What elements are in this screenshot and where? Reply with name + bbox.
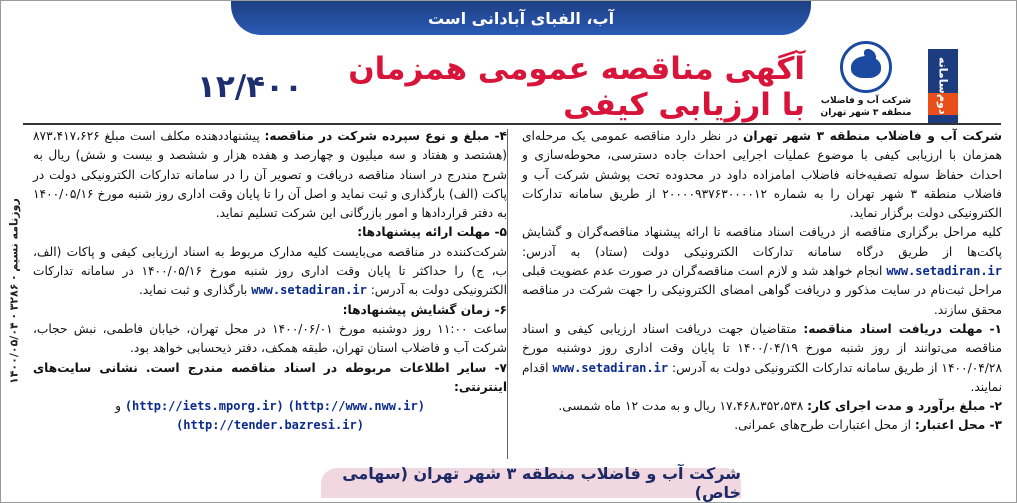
side-tab — [928, 49, 958, 123]
left-column — [33, 127, 507, 436]
section-2 — [522, 397, 1002, 416]
header-divider — [23, 123, 1001, 125]
section-5-text: شرکت‌کننده در مناقصه می‌بایست کلیه مدارک مربوط به اسناد ارزیابی کیفی و پاکات (الف، ب، ج) را حداکثر تا پایان وقت اداری روز شنبه مورخ ۱۴۰۰/۰۵/۱۶ در سامانه تدارکات الکترونیکی دولت به آدرس: — [33, 244, 508, 298]
links-line — [33, 397, 507, 436]
setad-link[interactable]: www.setadiran.ir — [552, 360, 669, 375]
right-column — [522, 127, 1002, 436]
headline — [197, 51, 805, 123]
process-text-2: انجام خواهد شد و لازم است مناقصه‌گران در صورت عدم عضویت قبلی مراحل ثبت‌نام در سایت مذکور و دریافت گواهی امضای الکترونیکی را جهت شرکت در مناقصه محقق سازند. — [522, 264, 1002, 317]
slogan-text: آب، الفبای آبادانی است — [427, 8, 615, 28]
section-3-title: ۳- محل اعتبار: — [914, 418, 1002, 433]
water-drop-icon — [840, 41, 892, 93]
link-iets[interactable]: (http://iets.mporg.ir) — [124, 399, 284, 414]
section-6-text: ساعت ۱۱:۰۰ روز دوشنبه مورخ ۱۴۰۰/۰۶/۰۱ در محل تهران، خیابان فاطمی، نبش حجاب، شرکت آب و فاضلاب استان تهران، طبقه همکف، دفتر ذیحسابی خواهد بود. — [33, 321, 507, 356]
intro-text: در نظر دارد مناقصه عمومی یک مرحله‌ای همزمان با ارزیابی کیفی با موضوع عملیات اجرایی احداث جاده دسترسی، محوطه‌سازی و احداث حفاظ سوله تصفیه‌خانه فاضلاب امامزاده داود در محدوده تحت پوشش شرکت آب و فاضلاب منطقه ۳ شهر تهران را به شماره ۲۰۰۰۰۹۳۷۶۳۰۰۰۰۱۲ از طریق سامانه تدارکات الکترونیکی دولت برگزار نماید. — [522, 129, 1002, 221]
section-6-title: ۶- زمان گشایش پیشنهادها: — [342, 302, 507, 317]
process-text: کلیه مراحل برگزاری مناقصه از دریافت اسناد مناقصه تا ارائه پیشنهاد مناقصه‌گران و گشایش پاکت‌ها از طریق درگاه سامانه تدارکات الکترونیکی دولت (ستاد) به آدرس: — [522, 225, 1002, 259]
headline-title: آگهی مناقصه عمومی همزمان با ارزیابی کیفی — [348, 51, 805, 123]
section-7-title: ۷- سایر اطلاعات مربوطه در اسناد مناقصه مندرج است. نشانی سایت‌های اینترنتی: — [33, 360, 507, 394]
section-2-text: ۱۷،۴۶۸،۳۵۲،۵۳۸ ریال و به مدت ۱۲ ماه شمسی. — [558, 399, 808, 414]
headline-number: ۱۲/۴۰۰ — [197, 69, 303, 105]
setad-link[interactable]: www.setadiran.ir — [886, 264, 1002, 279]
section-5 — [33, 243, 507, 301]
company-name: شرکت آب و فاضلاب منطقه ۳ شهر تهران — [742, 129, 1002, 143]
process-paragraph — [522, 223, 1002, 319]
company-logo — [814, 41, 918, 123]
section-5-text-2: بارگذاری و ثبت نماید. — [138, 283, 252, 298]
footer-text: شرکت آب و فاضلاب منطقه ۳ شهر تهران (سهامی خاص) — [342, 464, 741, 502]
logo-caption: شرکت آب و فاضلاب منطقه ۳ شهر تهران — [820, 96, 912, 118]
newspaper-strip: روزنامه نسیم · ۳۲۸۶ · ۱۴۰۰/۰۵/۰۴ — [7, 198, 21, 384]
section-4-title: ۴- مبلغ و نوع سپرده شرکت در مناقصه: — [264, 129, 507, 143]
section-2-title: ۲- مبلغ برآورد و مدت اجرای کار: — [807, 399, 1002, 414]
section-5-title: ۵- مهلت ارائه پیشنهادها: — [357, 225, 507, 240]
section-1-title: ۱- مهلت دریافت اسناد مناقصه: — [803, 321, 1002, 336]
section-4 — [33, 127, 507, 223]
setad-link[interactable]: www.setadiran.ir — [251, 283, 367, 298]
intro-paragraph — [522, 127, 1002, 223]
links-conjunction: و — [115, 399, 121, 414]
section-1 — [522, 320, 1002, 397]
section-3 — [522, 416, 1002, 435]
side-tab-label: سامانه — [936, 56, 950, 94]
section-1-text-2: اقدام نمایند. — [522, 360, 1002, 394]
section-4-text: پیشنهاددهنده مکلف است مبلغ ۸۷۳،۴۱۷،۶۲۶ (هشتصد و هفتاد و سه میلیون و چهارصد و هفده هزار و ششصد و بیست و شش) ریال به شرح مندرج در اسناد مناقصه دریافت و تصویر آن را در سامانه تدارکات الکترونیکی دولت در پاکت (الف) بارگذاری و ثبت نماید و اصل آن را تا پایان وقت اداری روز شنبه مورخ ۱۴۰۰/۰۵/۱۶ به دفتر قراردادها و امور بازرگانی این شرکت تسلیم نماید. — [33, 129, 507, 221]
side-tab-seq: دوم — [928, 93, 958, 115]
link-nww[interactable]: (http://www.nww.ir) — [287, 399, 425, 414]
column-divider — [507, 129, 508, 459]
link-bazresi[interactable]: (http://tender.bazresi.ir) — [176, 418, 364, 433]
section-1-text: متقاضیان جهت دریافت اسناد ارزیابی کیفی و اسناد مناقصه می‌توانند از روز شنبه مورخ ۱۴۰۰/۰۴/۱۹ تا پایان وقت اداری روز دوشنبه مورخ ۱۴۰۰/۰۴/۲۸ از طریق سامانه تدارکات الکترونیکی دولت به آدرس: — [522, 321, 1002, 375]
footer-banner — [321, 464, 741, 502]
slogan-banner — [231, 1, 811, 35]
section-3-text: از محل اعتبارات طرح‌های عمرانی. — [734, 418, 915, 433]
